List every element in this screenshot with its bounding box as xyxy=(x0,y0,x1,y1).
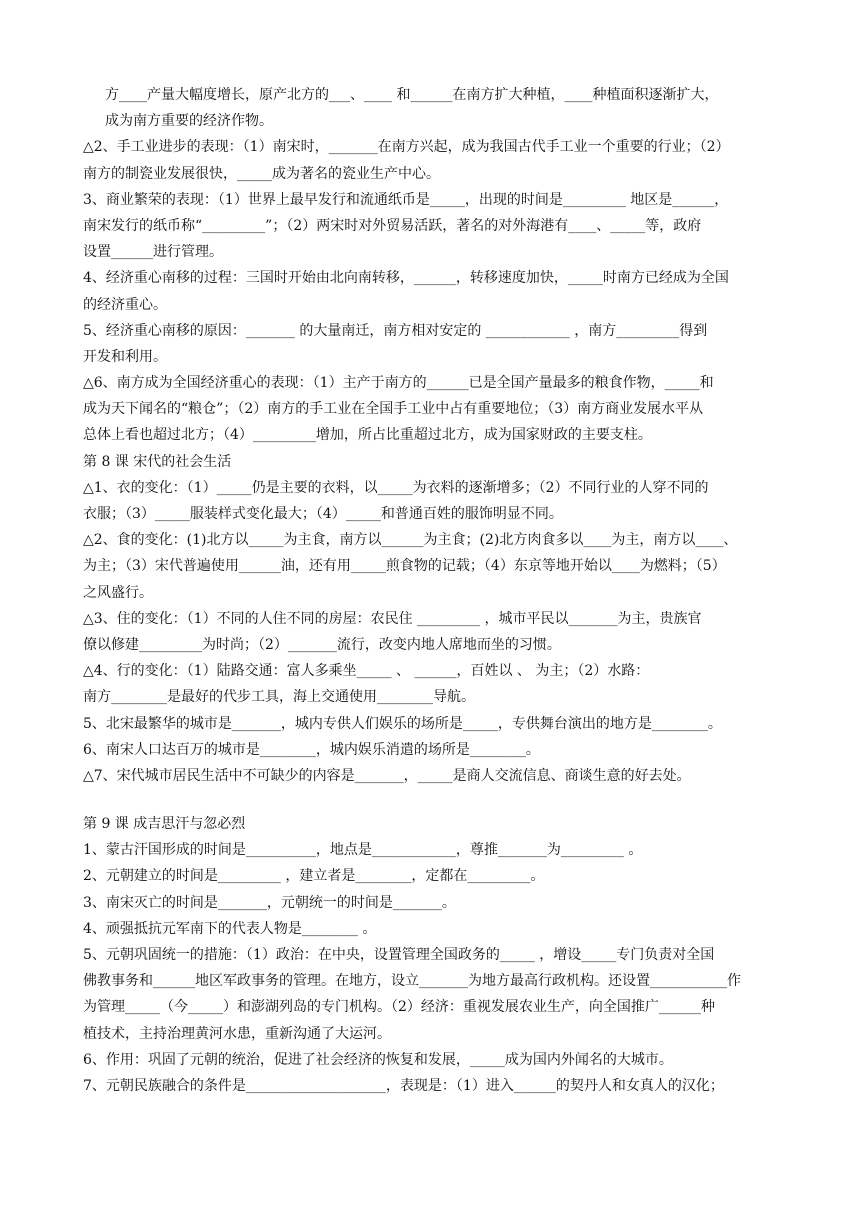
lesson-heading: 第 9 课 成吉思汗与忽必烈 xyxy=(83,816,246,833)
text-line: 僚以修建_________为时尚；（2）_______流行，改变内地人席地而坐的习惯。 xyxy=(83,636,561,653)
text-line: 南方的制瓷业发展很快，_____成为著名的瓷业生产中心。 xyxy=(83,165,440,182)
text-line: 的经济重心。 xyxy=(83,296,167,313)
text-line: △3、住的变化：（1）不同的人住不同的房屋：农民住 _________ ，城市平民以_______为主，贵族官 xyxy=(83,610,702,627)
text-line: 佛教事务和______地区军政事务的管理。在地方，设立_______为地方最高行政机构。还设置___________作 xyxy=(83,973,741,990)
text-line: 方____产量大幅度增长，原产北方的___、____ 和______在南方扩大种植，____种植面积逐渐扩大， xyxy=(105,87,719,103)
text-line: △2、食的变化：(1)北方以_____为主食，南方以______为主食；(2)北方肉食多以____为主，南方以____、 xyxy=(83,532,738,549)
text-line: 4、经济重心南移的过程：三国时开始由北向南转移，______，转移速度加快，_____时南方已经成为全国 xyxy=(83,270,729,287)
text-line: 为主；（3）宋代普遍使用______油，还有用_____煎食物的记载；（4）东京等地开始以____为燃料；（5） xyxy=(83,558,726,575)
text-line: △7、宋代城市居民生活中不可缺少的内容是_______，_____是商人交流信息、商谈生意的好去处。 xyxy=(83,767,691,784)
text-line: 3、南宋灭亡的时间是_______，元朝统一的时间是_______。 xyxy=(83,894,456,911)
text-line: 6、南宋人口达百万的城市是________，城内娱乐消遣的场所是________。 xyxy=(83,741,540,758)
blank-line xyxy=(83,789,783,811)
text-line: 衣服；（3）_____服装样式变化最大；（4）_____和普通百姓的服饰明显不同。 xyxy=(83,506,563,522)
text-line: △6、南方成为全国经济重心的表现：（1）主产于南方的______已是全国产量最多的粮食作物，_____和 xyxy=(83,375,714,392)
text-line: 开发和利用。 xyxy=(83,348,167,365)
text-line: 成为天下闻名的“粮仓”；（2）南方的手工业在全国手工业中占有重要地位；（3）南方商业发展水平从 xyxy=(83,401,704,418)
text-line: 植技术，主持治理黄河水患，重新沟通了大运河。 xyxy=(83,1025,391,1042)
text-line: △1、衣的变化：（1）_____仍是主要的衣料，以_____为衣料的逐渐增多；（2）不同行业的人穿不同的 xyxy=(83,479,709,496)
text-line: △4、行的变化：（1）陆路交通：富人多乘坐_____ 、 ______，百姓以 、 为主；（2）水路： xyxy=(83,663,650,680)
text-line: 6、作用：巩固了元朝的统治，促进了社会经济的恢复和发展，_____成为国内外闻名的大城市。 xyxy=(83,1051,673,1068)
text-line: 7、元朝民族融合的条件是____________________，表现是：（1）进入______的契丹人和女真人的汉化； xyxy=(83,1077,724,1094)
text-line: 5、元朝巩固统一的措施：（1）政治：在中央，设置管理全国政务的_____ ，增设_____专门负责对全国 xyxy=(83,947,715,963)
text-line: 南宋发行的纸币称“_________”；（2）两宋时对外贸易活跃，著名的对外海港有____、_____等，政府 xyxy=(83,217,702,234)
text-line: 总体上看也超过北方；（4）_________增加，所占比重超过北方，成为国家财政的主要支柱。 xyxy=(83,427,652,444)
text-line: 5、经济重心南移的原因：_______ 的大量南迁，南方相对安定的 ____________ ，南方_________得到 xyxy=(83,322,708,339)
text-line: 2、元朝建立的时间是_________ ，建立者是________，定都在_________。 xyxy=(83,868,545,885)
text-line: 5、北宋最繁华的城市是_______，城内专供人们娱乐的场所是_____，专供舞台演出的地方是________。 xyxy=(83,715,722,732)
text-line: 南方________是最好的代步工具，海上交通使用________导航。 xyxy=(83,689,475,706)
document-page xyxy=(83,82,783,1099)
text-line: 之风盛行。 xyxy=(83,584,153,601)
text-line: 3、商业繁荣的表现：（1）世界上最早发行和流通纸币是_____，出现的时间是_________ 地区是______， xyxy=(83,191,729,208)
text-line: △2、手工业进步的表现：（1）南宋时，_______在南方兴起，成为我国古代手工业一个重要的行业；（2） xyxy=(83,139,730,156)
lesson-heading: 第 8 课 宋代的社会生活 xyxy=(83,453,232,470)
text-line: 为管理_____（今_____）和澎湖列岛的专门机构。（2）经济：重视发展农业生产，向全国推广______种 xyxy=(83,999,715,1016)
text-line: 1、蒙古汗国形成的时间是__________，地点是____________，尊推_______为_________ 。 xyxy=(83,842,643,859)
text-line: 设置______进行管理。 xyxy=(83,244,223,261)
text-line: 成为南方重要的经济作物。 xyxy=(105,113,273,130)
text-line: 4、顽强抵抗元军南下的代表人物是________ 。 xyxy=(83,920,377,937)
